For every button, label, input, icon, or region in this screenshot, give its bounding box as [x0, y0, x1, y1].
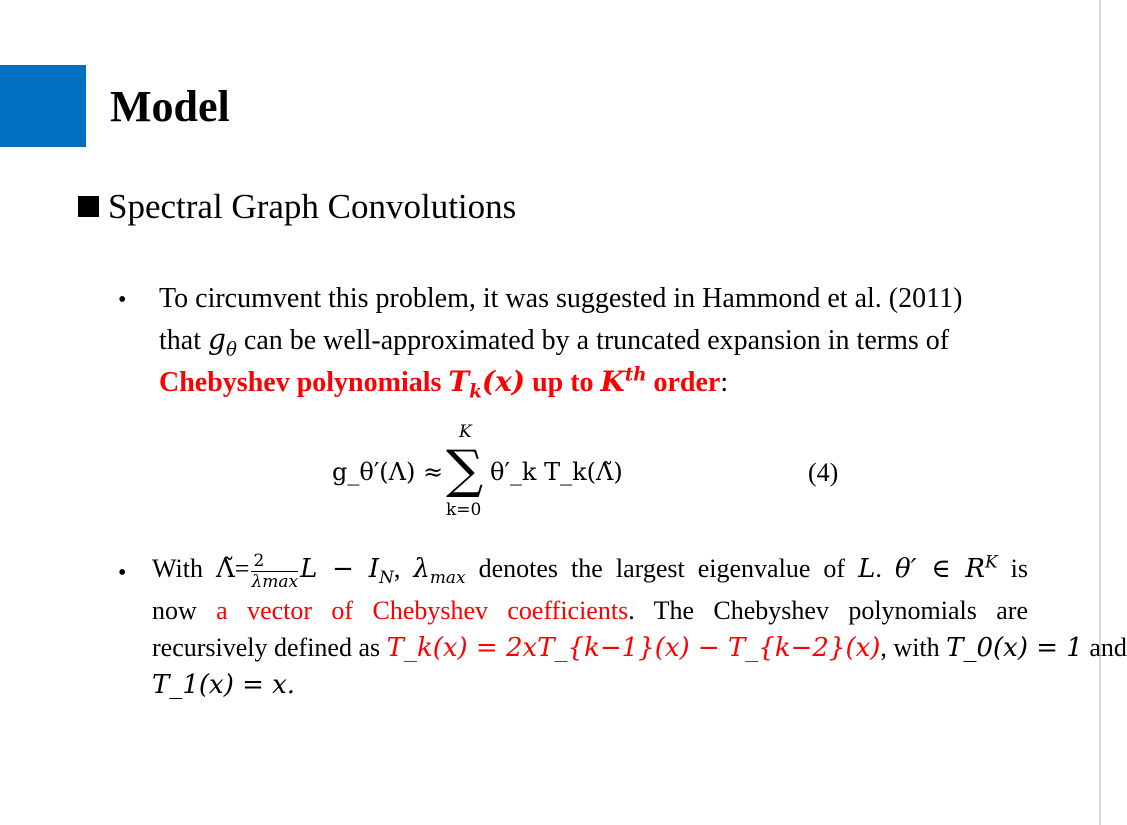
- bullet-2: [152, 550, 1127, 704]
- bullet-1-line-1: To circumvent this problem, it was suggested in Hammond et al. (2011): [159, 283, 963, 314]
- bullet-1-line-2: that $g_\theta$ can be well-approximated by a truncated expansion in terms of: [159, 323, 950, 361]
- section-heading-text: Spectral Graph Convolutions: [108, 187, 517, 226]
- fraction: $\frac{2}{\lambda\max}$: [251, 550, 299, 592]
- bullet-1-line-3: Chebyshev polynomials $T_k(x)$ up to $K^{th}$ order:: [159, 364, 729, 403]
- bullet-dot-icon: •: [118, 287, 127, 313]
- equation-rhs: θ′_k T_k(Λ̃): [490, 458, 623, 486]
- sum-upper-limit: K: [459, 422, 472, 442]
- title-accent-block: [0, 65, 86, 147]
- equation-lhs: g_θ′(Λ) ≈: [332, 458, 444, 486]
- bullet-2-line-4: T_1(x) = x.: [152, 669, 296, 700]
- bullet-2-line-1: With Λ̃= $\frac{2}{\lambda\max}$ $L - I_N$, $\lambda_{max}$ denotes the largest eigenvalue of L. θ′ ∈ $R^K$ is: [152, 550, 1029, 592]
- equation-number: (4): [808, 458, 839, 487]
- section-heading: [78, 187, 516, 227]
- equation-4: [332, 424, 852, 524]
- sum-lower-limit: k=0: [446, 500, 482, 520]
- bullet-2-line-2: now a vector of Chebyshev coefficients. The Chebyshev polynomials are: [152, 595, 1029, 625]
- chebyshev-highlight: Chebyshev polynomials $T_k(x)$ up to $K^{th}$ order: [159, 364, 721, 403]
- slide-title: Model: [110, 82, 230, 131]
- bullet-1: [159, 278, 962, 403]
- coefficients-highlight: a vector of Chebyshev coefficients: [216, 595, 629, 625]
- slide-edge: [1099, 0, 1101, 825]
- sum-sigma-icon: ∑: [446, 440, 484, 500]
- bullet-dot-icon: •: [118, 560, 127, 586]
- square-bullet-icon: [78, 196, 99, 217]
- bullet-2-line-3: recursively defined as T_k(x) = 2xT_{k−1}(x) − T_{k−2}(x), with T_0(x) = 1 and: [152, 632, 1127, 663]
- recurrence-highlight: T_k(x) = 2xT_{k−1}(x) − T_{k−2}(x): [386, 632, 881, 663]
